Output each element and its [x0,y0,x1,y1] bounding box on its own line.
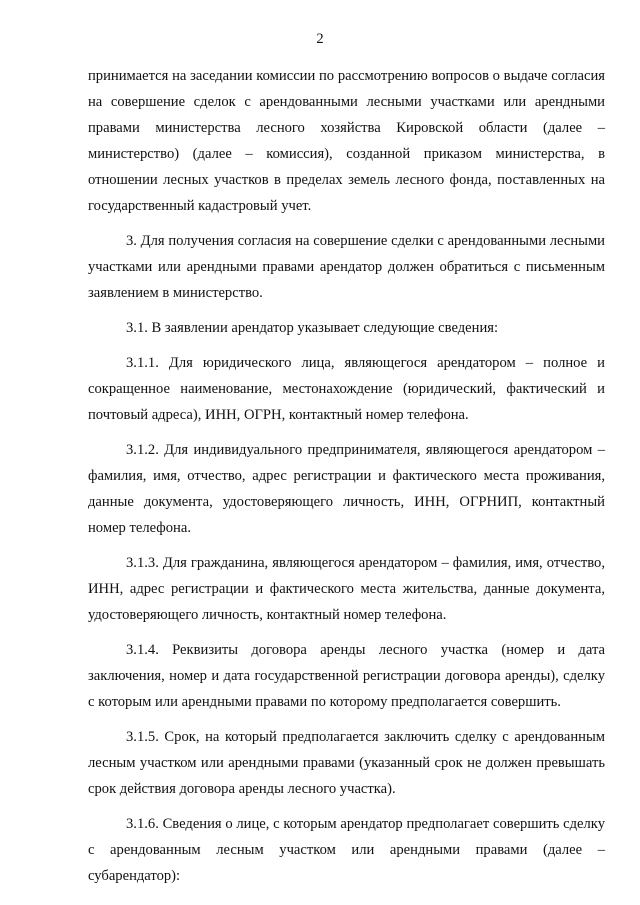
paragraph-3-1-1: 3.1.1. Для юридического лица, являющегося арендатором – полное и сокращенное наименование, местонахождение (юридический, фактический и почтовый адреса), ИНН, ОГРН, контактный номер телефона. [88,355,605,423]
paragraph-3-1: 3.1. В заявлении арендатор указывает следующие сведения: [126,320,499,336]
page-number: 2 [316,31,324,47]
paragraph-continuation: принимается на заседании комиссии по рассмотрению вопросов о выдаче согласия на совершение сделок с арендованными лесными участками или арендными правами министерства лесного хозяйства Кировской области (далее – министерство) (далее – комиссия), созданной приказом министерства, в отношении лесных участков в пределах земель лесного фонда, поставленных на государственный кадастровый учет. [88,68,605,214]
paragraph-3-1-3: 3.1.3. Для гражданина, являющегося арендатором – фамилия, имя, отчество, ИНН, адрес регистрации и фактического места жительства, данные документа, удостоверяющего личность, контактный номер телефона. [88,555,605,623]
document-body [88,63,605,898]
paragraph-3-1-2: 3.1.2. Для индивидуального предпринимателя, являющегося арендатором – фамилия, имя, отчество, адрес регистрации и фактического места проживания, данные документа, удостоверяющего личность, ИНН, ОГРНИП, контактный номер телефона. [88,442,605,536]
paragraph-3-1-6: 3.1.6. Сведения о лице, с которым арендатор предполагает совершить сделку с арендованным лесным участком или арендными правами (далее – субарендатор): [88,816,605,884]
paragraph-3: 3. Для получения согласия на совершение сделки с арендованными лесными участками или арендными правами арендатор должен обратиться с письменным заявлением в министерство. [88,233,605,301]
paragraph-3-1-5: 3.1.5. Срок, на который предполагается заключить сделку с арендованным лесным участком или арендными правами (указанный срок не должен превышать срок действия договора аренды лесного участка). [88,729,605,797]
paragraph-3-1-4: 3.1.4. Реквизиты договора аренды лесного участка (номер и дата заключения, номер и дата государственной регистрации договора аренды), сделку с которым или арендными правами по которому предполагается совершить. [88,642,605,710]
